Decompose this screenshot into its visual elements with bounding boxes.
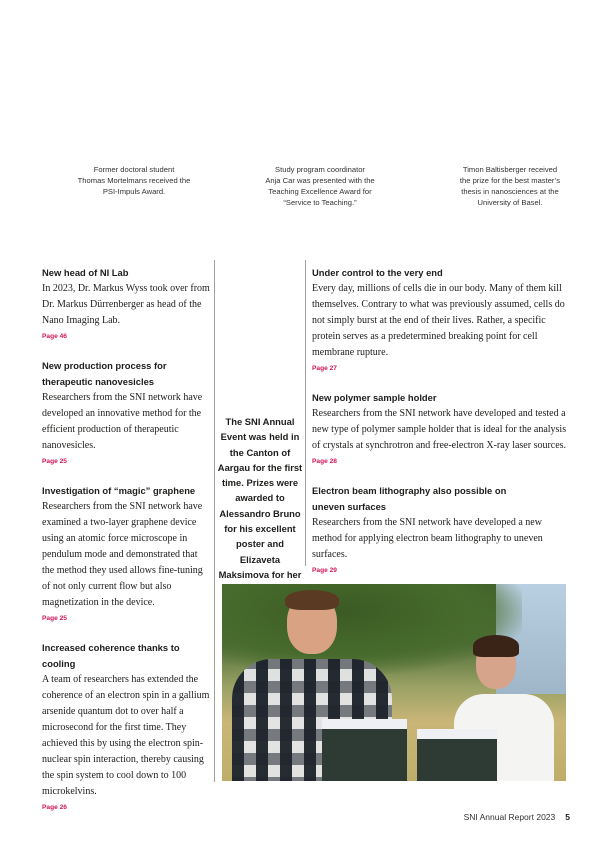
news-body: Researchers from the SNI network have developed an innovative method for the efficient production of therapeutic nanovesicles. <box>42 392 203 451</box>
news-item <box>42 483 210 627</box>
caption-line: the prize for the best master’s <box>459 176 561 185</box>
hair <box>473 635 519 657</box>
news-item <box>42 640 210 816</box>
news-item <box>42 265 210 345</box>
news-title: Under control to the very end <box>312 267 443 278</box>
news-column-left <box>42 265 210 829</box>
certificate-best-talk <box>417 729 497 781</box>
news-title: Increased coherence thanks to cooling <box>42 642 180 669</box>
caption-line: Timon Baltisberger received <box>462 165 558 174</box>
page-number: 5 <box>565 812 570 822</box>
caption-line: Teaching Excellence Award for <box>268 187 372 196</box>
news-title: Investigation of “magic” graphene <box>42 485 196 496</box>
news-column-right <box>312 265 574 592</box>
publication-title: SNI Annual Report 2023 <box>463 812 556 822</box>
news-item <box>42 358 210 470</box>
page-reference-link[interactable]: Page 27 <box>312 365 337 372</box>
news-title: New polymer sample holder <box>312 392 437 403</box>
news-body: A team of researchers has extended the coherence of an electron spin in a gallium arsenide quantum dot to over half a microsecond for the first time. They achieved this by using the electron spin-nuclear spin interaction, thereby causing the spin system to cool down to 100 microkelvins. <box>42 674 210 797</box>
award-caption-car <box>245 164 395 208</box>
news-body: In 2023, Dr. Markus Wyss took over from Dr. Markus Dürrenberger as head of the Nano Imaging Lab. <box>42 283 210 326</box>
news-body: Researchers from the SNI network have examined a two-layer graphene device using an atomic force microscope in pendulum mode and demonstrated that the method they used allows fine-tuning of not only current flow but also magnetization in the device. <box>42 501 203 608</box>
page-reference-link[interactable]: Page 25 <box>42 615 67 622</box>
page-reference-link[interactable]: Page 25 <box>42 458 67 465</box>
news-item <box>312 483 574 579</box>
caption-line: thesis in nanosciences at the <box>461 187 559 196</box>
news-body: Researchers from the SNI network have developed and tested a new type of polymer sample holder that is ideal for the analysis of crystals at synchrotron and free-electron X-ray laser sources. <box>312 408 567 451</box>
page-reference-link[interactable]: Page 28 <box>312 458 337 465</box>
news-item <box>312 265 574 377</box>
certificate-best-poster <box>322 719 407 781</box>
page-reference-link[interactable]: Page 46 <box>42 333 67 340</box>
news-title: New production process for therapeutic nanovesicles <box>42 360 167 387</box>
news-body: Every day, millions of cells die in our body. Many of them kill themselves. Contrary to what was previously assumed, cells do not simply burst at the end of their lives. Rather, a specific protein serves as a predetermined breaking point for cell membrane rupture. <box>312 283 565 358</box>
award-caption-mortelmans <box>64 164 204 197</box>
column-divider-right <box>305 260 306 566</box>
annual-event-note: The SNI Annual Event was held in the Canton of Aargau for the first time. Prizes were awarded to Alessandro Bruno for his excellent poster and Elizaveta Maksimova for her <box>217 416 303 580</box>
award-winners-photo <box>222 584 566 781</box>
award-caption-baltisberger <box>440 164 580 208</box>
page-reference-link[interactable]: Page 26 <box>42 804 67 811</box>
page-reference-link[interactable]: Page 29 <box>312 567 337 574</box>
news-title: Electron beam lithography also possible on uneven surfaces <box>312 485 507 512</box>
caption-line: Thomas Mortelmans received the <box>77 176 191 185</box>
news-item <box>312 390 574 470</box>
page-footer <box>430 812 570 822</box>
caption-line: University of Basel. <box>477 198 543 207</box>
hair <box>285 590 339 610</box>
caption-line: Study program coordinator <box>275 165 365 174</box>
caption-line: Anja Car was presented with the <box>265 176 375 185</box>
news-body: Researchers from the SNI network have developed a new method for applying electron beam lithography to uneven surfaces. <box>312 517 543 560</box>
news-title: New head of NI Lab <box>42 267 129 278</box>
caption-line: Former doctoral student <box>93 165 175 174</box>
caption-line: PSI-Impuls Award. <box>102 187 166 196</box>
column-divider-left <box>214 260 215 782</box>
caption-line: “Service to Teaching.” <box>283 198 357 207</box>
